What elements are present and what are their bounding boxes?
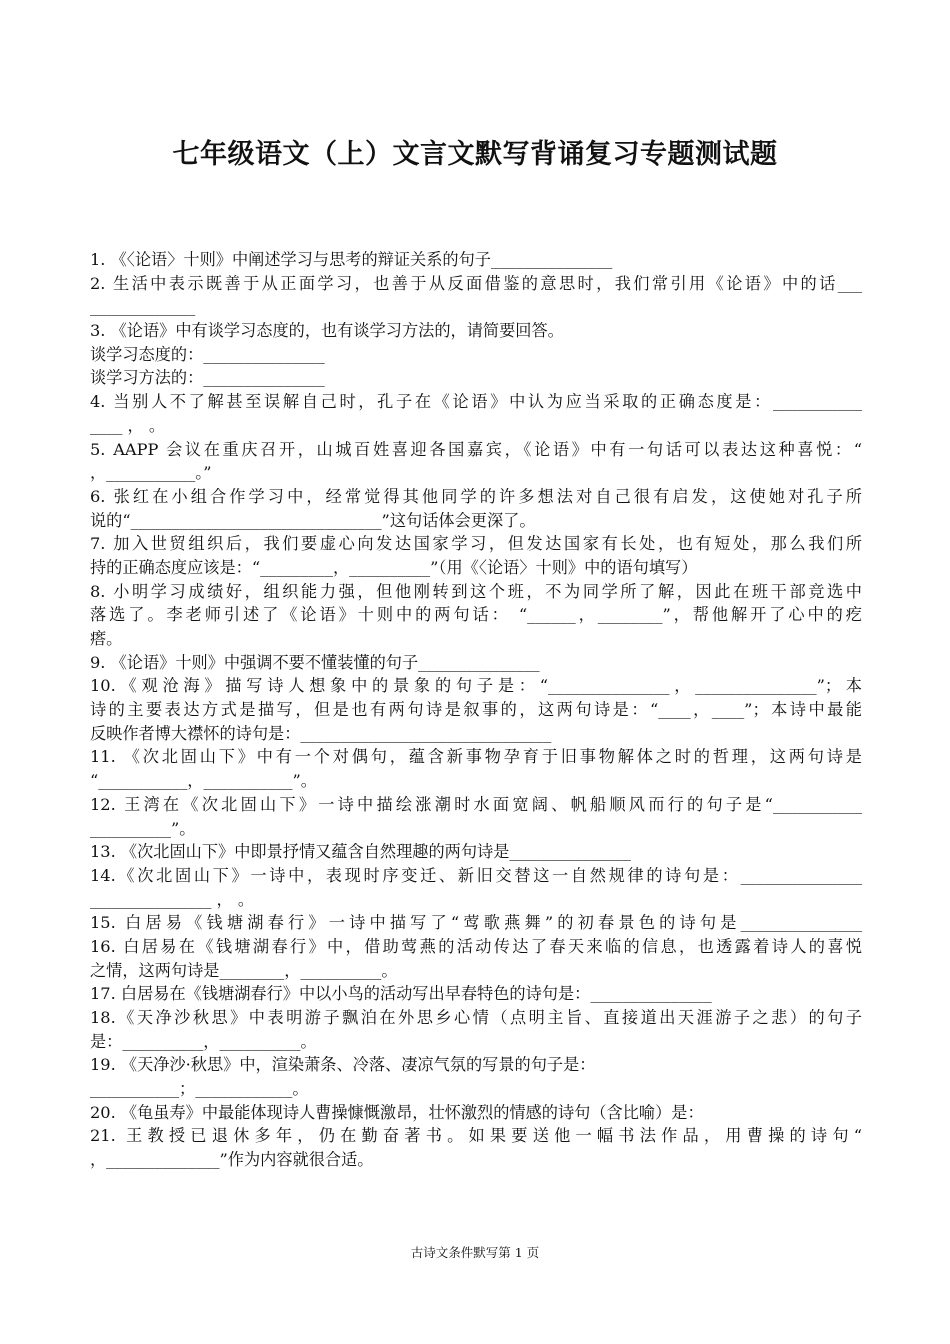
text-line: 3. 《论语》中有谈学习态度的，也有谈学习方法的，请简要回答。 [90, 321, 564, 341]
text-line: “___________，___________”。 [90, 771, 317, 791]
text-line: 14.《次北固山下》一诗中，表现时序变迁、新旧交替这一自然规律的诗句是：_______________ [90, 865, 862, 885]
text-line: 9. 《论语》十则》中强调不要不懂装懂的句子_______________ [90, 652, 540, 672]
text-line: 之情，这两句诗是________，__________。 [90, 960, 398, 980]
text-line: 1. 《〈论语〉十则》中阐述学习与思考的辩证关系的句子_______________ [90, 250, 613, 269]
text-line: 11. 《次北固山下》中有一个对偶句，蕴含新事物孕育于旧事物解体之时的哲理，这两句诗是 [90, 747, 862, 767]
page-footer: 古诗文条件默写第 1 页 [410, 1245, 540, 1260]
text-line: 16. 白居易在《钱塘湖春行》中，借助莺燕的活动传达了春天来临的信息，也透露着诗人的喜悦 [90, 936, 862, 956]
text-line: 12. 王湾在《次北固山下》一诗中描绘涨潮时水面宽阔、帆船顺风而行的句子是“___________ [90, 794, 862, 814]
text-line: 15. 白居易《钱塘湖春行》一诗中描写了“莺歌燕舞”的初春景色的诗句是_______________ [90, 913, 862, 933]
text-line: 落选了。李老师引述了《论语》十则中的两句话： “______，________”，帮他解开了心中的疙 [90, 605, 862, 625]
text-line: 19. 《天净沙·秋思》中，渲染萧条、冷落、凄凉气氛的写景的句子是： [90, 1055, 596, 1075]
text-line: 7. 加入世贸组织后，我们要虚心向发达国家学习，但发达国家有长处，也有短处，那么我们所 [90, 534, 862, 554]
text-line: 10.《观沧海》描写诗人想象中的景象的句子是：“_______________，_______________”；本 [90, 676, 862, 696]
text-line: 13. 《次北固山下》中即景抒情又蕴含自然理趣的两句诗是_______________ [90, 842, 631, 862]
text-line: _______________ ， 。 [90, 889, 255, 909]
text-line: ____ ， 。 [90, 415, 166, 435]
page-title: 七年级语文（上）文言文默写背诵复习专题测试题 [172, 139, 778, 170]
text-line: _____________ [90, 297, 196, 317]
text-line: 17. 白居易在《钱塘湖春行》中以小鸟的活动写出早春特色的诗句是：_______________ [90, 984, 712, 1004]
text-line: __________”。 [90, 818, 196, 838]
text-line: ，___________。” [90, 463, 212, 483]
text-line: 5. AAPP 会议在重庆召开，山城百姓喜迎各国嘉宾，《论语》中有一句话可以表达这种喜悦：“ [90, 439, 862, 459]
text-line: 瘩。 [90, 629, 123, 648]
text-line: 6. 张红在小组合作学习中，经常觉得其他同学的许多想法对自己很有启发，这使她对孔子所 [90, 486, 862, 506]
text-line: 18.《天净沙秋思》中表明游子飘泊在外思乡心情（点明主旨、直接道出天涯游子之悲）的句子 [90, 1008, 862, 1027]
text-line: 反映作者博大襟怀的诗句是：_______________________________ [90, 723, 552, 743]
text-line: 诗的主要表达方式是描写，但是也有两句诗是叙事的，这两句诗是：“____，____”；本诗中最能 [90, 700, 862, 720]
text-line: 持的正确态度应该是：“_________，__________”（用《〈论语〉十则》中的语句填写） [90, 557, 698, 577]
text-line: 4. 当别人不了解甚至误解自己时，孔子在《论语》中认为应当采取的正确态度是：___________ [90, 392, 862, 412]
text-line: 说的“_______________________________”这句话体会更深了。 [90, 510, 536, 530]
text-line: 谈学习方法的：_______________ [90, 368, 325, 388]
text-line: ，______________”作为内容就很合适。 [90, 1150, 374, 1170]
text-line: 21. 王教授已退休多年，仍在勤奋著书。如果要送他一幅书法作品，用曹操的诗句“ [90, 1126, 862, 1146]
text-line: 20. 《龟虽寿》中最能体现诗人曹操慷慨激昂，壮怀激烈的情感的诗句（含比喻）是： [90, 1102, 704, 1122]
text-line: 2. 生活中表示既善于从正面学习，也善于从反面借鉴的意思时，我们常引用《论语》中的话___ [90, 273, 862, 293]
text-line: 谈学习态度的：_______________ [90, 344, 325, 364]
text-line: 8. 小明学习成绩好，组织能力强，但他刚转到这个班，不为同学所了解，因此在班干部竞选中 [90, 581, 862, 601]
text-line: ___________；____________。 [90, 1079, 309, 1099]
question-body [90, 248, 862, 1172]
text-line: 是：__________，__________。 [90, 1031, 317, 1051]
